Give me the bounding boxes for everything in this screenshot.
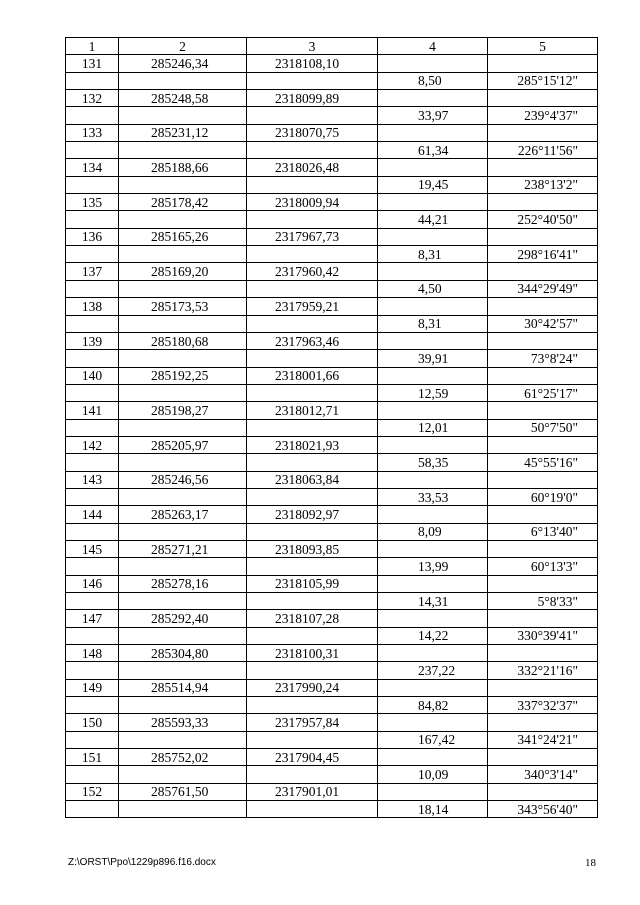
distance-cell: 44,21 <box>378 211 488 228</box>
point-number-cell: 131 <box>66 55 119 72</box>
y-coordinate-cell: 2317901,01 <box>247 783 378 800</box>
y-coordinate-cell: 2318108,10 <box>247 55 378 72</box>
point-number-cell <box>66 488 119 505</box>
distance-cell: 13,99 <box>378 558 488 575</box>
x-coordinate-cell: 285246,34 <box>119 55 247 72</box>
point-number-cell <box>66 72 119 89</box>
bearing-cell <box>488 540 598 557</box>
bearing-cell <box>488 679 598 696</box>
x-coordinate-cell <box>119 488 247 505</box>
y-coordinate-cell <box>247 280 378 297</box>
point-number-cell <box>66 731 119 748</box>
point-number-cell: 141 <box>66 402 119 419</box>
distance-cell: 8,31 <box>378 246 488 263</box>
bearing-cell: 285°15'12" <box>488 72 598 89</box>
bearing-cell <box>488 402 598 419</box>
point-number-cell <box>66 523 119 540</box>
distance-cell: 39,91 <box>378 350 488 367</box>
table-row <box>66 211 598 228</box>
table-row <box>66 384 598 401</box>
point-number-cell <box>66 211 119 228</box>
distance-cell <box>378 506 488 523</box>
y-coordinate-cell <box>247 350 378 367</box>
y-coordinate-cell: 2318105,99 <box>247 575 378 592</box>
table-row <box>66 315 598 332</box>
x-coordinate-cell <box>119 280 247 297</box>
y-coordinate-cell: 2318099,89 <box>247 90 378 107</box>
bearing-cell <box>488 506 598 523</box>
bearing-cell: 239°4'37" <box>488 107 598 124</box>
x-coordinate-cell: 285263,17 <box>119 506 247 523</box>
bearing-cell <box>488 332 598 349</box>
bearing-cell: 61°25'17" <box>488 384 598 401</box>
point-number-cell: 149 <box>66 679 119 696</box>
x-coordinate-cell: 285231,12 <box>119 124 247 141</box>
table-row <box>66 783 598 800</box>
x-coordinate-cell: 285246,56 <box>119 471 247 488</box>
x-coordinate-cell <box>119 419 247 436</box>
point-number-cell <box>66 766 119 783</box>
distance-cell <box>378 540 488 557</box>
x-coordinate-cell: 285752,02 <box>119 749 247 766</box>
distance-cell: 8,50 <box>378 72 488 89</box>
table-row <box>66 454 598 471</box>
y-coordinate-cell: 2318026,48 <box>247 159 378 176</box>
distance-cell: 33,53 <box>378 488 488 505</box>
distance-cell <box>378 402 488 419</box>
x-coordinate-cell: 285248,58 <box>119 90 247 107</box>
y-coordinate-cell <box>247 662 378 679</box>
bearing-cell <box>488 90 598 107</box>
table-row <box>66 575 598 592</box>
y-coordinate-cell <box>247 384 378 401</box>
bearing-cell: 343°56'40" <box>488 801 598 818</box>
distance-cell: 14,22 <box>378 627 488 644</box>
point-number-cell: 142 <box>66 436 119 453</box>
table-row <box>66 124 598 141</box>
distance-cell: 8,09 <box>378 523 488 540</box>
y-coordinate-cell: 2318070,75 <box>247 124 378 141</box>
point-number-cell: 146 <box>66 575 119 592</box>
bearing-cell <box>488 471 598 488</box>
bearing-cell: 30°42'57" <box>488 315 598 332</box>
y-coordinate-cell: 2317963,46 <box>247 332 378 349</box>
x-coordinate-cell <box>119 454 247 471</box>
x-coordinate-cell <box>119 384 247 401</box>
x-coordinate-cell <box>119 142 247 159</box>
distance-cell <box>378 749 488 766</box>
distance-cell: 84,82 <box>378 697 488 714</box>
y-coordinate-cell <box>247 72 378 89</box>
footer-page-number: 18 <box>585 857 596 869</box>
y-coordinate-cell: 2318107,28 <box>247 610 378 627</box>
x-coordinate-cell: 285514,94 <box>119 679 247 696</box>
x-coordinate-cell <box>119 107 247 124</box>
y-coordinate-cell: 2318012,71 <box>247 402 378 419</box>
y-coordinate-cell <box>247 766 378 783</box>
y-coordinate-cell <box>247 419 378 436</box>
x-coordinate-cell: 285192,25 <box>119 367 247 384</box>
y-coordinate-cell <box>247 523 378 540</box>
x-coordinate-cell <box>119 627 247 644</box>
distance-cell <box>378 367 488 384</box>
table-row <box>66 766 598 783</box>
bearing-cell: 298°16'41" <box>488 246 598 263</box>
y-coordinate-cell <box>247 142 378 159</box>
y-coordinate-cell <box>247 246 378 263</box>
table-row <box>66 645 598 662</box>
distance-cell: 12,59 <box>378 384 488 401</box>
table-row <box>66 228 598 245</box>
point-number-cell: 152 <box>66 783 119 800</box>
x-coordinate-cell <box>119 801 247 818</box>
point-number-cell <box>66 662 119 679</box>
table-row <box>66 90 598 107</box>
point-number-cell <box>66 627 119 644</box>
footer-file-path: Z:\ORST\Ppo\1229p896.f16.docx <box>68 857 216 868</box>
x-coordinate-cell <box>119 731 247 748</box>
point-number-cell <box>66 280 119 297</box>
y-coordinate-cell: 2317967,73 <box>247 228 378 245</box>
header-cell-1: 1 <box>66 38 119 55</box>
point-number-cell <box>66 384 119 401</box>
y-coordinate-cell: 2317960,42 <box>247 263 378 280</box>
point-number-cell <box>66 107 119 124</box>
bearing-cell: 337°32'37" <box>488 697 598 714</box>
bearing-cell: 332°21'16" <box>488 662 598 679</box>
distance-cell: 61,34 <box>378 142 488 159</box>
x-coordinate-cell: 285173,53 <box>119 298 247 315</box>
bearing-cell <box>488 575 598 592</box>
y-coordinate-cell: 2317904,45 <box>247 749 378 766</box>
y-coordinate-cell <box>247 731 378 748</box>
table-row <box>66 540 598 557</box>
distance-cell: 18,14 <box>378 801 488 818</box>
table-row <box>66 298 598 315</box>
distance-cell <box>378 159 488 176</box>
table-row <box>66 142 598 159</box>
y-coordinate-cell <box>247 801 378 818</box>
y-coordinate-cell: 2317990,24 <box>247 679 378 696</box>
distance-cell: 58,35 <box>378 454 488 471</box>
x-coordinate-cell <box>119 72 247 89</box>
bearing-cell: 252°40'50" <box>488 211 598 228</box>
bearing-cell <box>488 228 598 245</box>
distance-cell <box>378 298 488 315</box>
table-row <box>66 662 598 679</box>
table-row <box>66 610 598 627</box>
x-coordinate-cell: 285169,20 <box>119 263 247 280</box>
table-header-row <box>66 38 598 55</box>
bearing-cell: 330°39'41" <box>488 627 598 644</box>
x-coordinate-cell: 285198,27 <box>119 402 247 419</box>
point-number-cell: 132 <box>66 90 119 107</box>
point-number-cell: 139 <box>66 332 119 349</box>
table-row <box>66 194 598 211</box>
distance-cell <box>378 645 488 662</box>
x-coordinate-cell <box>119 766 247 783</box>
bearing-cell <box>488 159 598 176</box>
distance-cell <box>378 714 488 731</box>
distance-cell: 33,97 <box>378 107 488 124</box>
bearing-cell <box>488 194 598 211</box>
table-row <box>66 749 598 766</box>
x-coordinate-cell <box>119 558 247 575</box>
distance-cell <box>378 90 488 107</box>
x-coordinate-cell <box>119 176 247 193</box>
x-coordinate-cell <box>119 593 247 610</box>
distance-cell <box>378 610 488 627</box>
table-row <box>66 697 598 714</box>
distance-cell <box>378 55 488 72</box>
bearing-cell <box>488 610 598 627</box>
x-coordinate-cell <box>119 662 247 679</box>
bearing-cell <box>488 749 598 766</box>
point-number-cell <box>66 558 119 575</box>
table-row <box>66 593 598 610</box>
distance-cell <box>378 679 488 696</box>
bearing-cell: 238°13'2" <box>488 176 598 193</box>
point-number-cell: 151 <box>66 749 119 766</box>
distance-cell <box>378 124 488 141</box>
y-coordinate-cell: 2318092,97 <box>247 506 378 523</box>
y-coordinate-cell <box>247 697 378 714</box>
header-cell-2: 2 <box>119 38 247 55</box>
x-coordinate-cell: 285304,80 <box>119 645 247 662</box>
bearing-cell <box>488 436 598 453</box>
table-row <box>66 280 598 297</box>
bearing-cell: 45°55'16" <box>488 454 598 471</box>
bearing-cell <box>488 714 598 731</box>
table-row <box>66 419 598 436</box>
y-coordinate-cell: 2318093,85 <box>247 540 378 557</box>
table-row <box>66 471 598 488</box>
table-row <box>66 714 598 731</box>
table-row <box>66 367 598 384</box>
bearing-cell <box>488 298 598 315</box>
x-coordinate-cell: 285278,16 <box>119 575 247 592</box>
x-coordinate-cell <box>119 697 247 714</box>
x-coordinate-cell: 285165,26 <box>119 228 247 245</box>
distance-cell: 12,01 <box>378 419 488 436</box>
x-coordinate-cell <box>119 350 247 367</box>
bearing-cell: 6°13'40" <box>488 523 598 540</box>
distance-cell <box>378 471 488 488</box>
point-number-cell: 140 <box>66 367 119 384</box>
point-number-cell: 138 <box>66 298 119 315</box>
bearing-cell: 60°19'0" <box>488 488 598 505</box>
bearing-cell: 5°8'33" <box>488 593 598 610</box>
point-number-cell: 137 <box>66 263 119 280</box>
table-row <box>66 679 598 696</box>
point-number-cell <box>66 350 119 367</box>
bearing-cell <box>488 645 598 662</box>
bearing-cell <box>488 55 598 72</box>
bearing-cell: 50°7'50" <box>488 419 598 436</box>
x-coordinate-cell <box>119 315 247 332</box>
y-coordinate-cell <box>247 211 378 228</box>
point-number-cell <box>66 176 119 193</box>
y-coordinate-cell <box>247 107 378 124</box>
x-coordinate-cell: 285271,21 <box>119 540 247 557</box>
point-number-cell <box>66 593 119 610</box>
table-row <box>66 402 598 419</box>
point-number-cell: 135 <box>66 194 119 211</box>
distance-cell <box>378 436 488 453</box>
point-number-cell: 145 <box>66 540 119 557</box>
bearing-cell: 341°24'21" <box>488 731 598 748</box>
point-number-cell <box>66 697 119 714</box>
y-coordinate-cell: 2318100,31 <box>247 645 378 662</box>
y-coordinate-cell <box>247 488 378 505</box>
distance-cell <box>378 228 488 245</box>
y-coordinate-cell <box>247 593 378 610</box>
table-row <box>66 558 598 575</box>
table-row <box>66 436 598 453</box>
x-coordinate-cell <box>119 246 247 263</box>
table-row <box>66 55 598 72</box>
x-coordinate-cell: 285205,97 <box>119 436 247 453</box>
bearing-cell: 226°11'56" <box>488 142 598 159</box>
header-cell-3: 3 <box>247 38 378 55</box>
bearing-cell <box>488 263 598 280</box>
y-coordinate-cell <box>247 627 378 644</box>
table-row <box>66 350 598 367</box>
y-coordinate-cell: 2318021,93 <box>247 436 378 453</box>
bearing-cell: 344°29'49" <box>488 280 598 297</box>
y-coordinate-cell: 2317957,84 <box>247 714 378 731</box>
point-number-cell: 147 <box>66 610 119 627</box>
point-number-cell <box>66 142 119 159</box>
distance-cell <box>378 263 488 280</box>
distance-cell: 14,31 <box>378 593 488 610</box>
distance-cell <box>378 332 488 349</box>
bearing-cell <box>488 783 598 800</box>
point-number-cell <box>66 315 119 332</box>
y-coordinate-cell <box>247 315 378 332</box>
point-number-cell <box>66 801 119 818</box>
point-number-cell: 134 <box>66 159 119 176</box>
distance-cell <box>378 783 488 800</box>
x-coordinate-cell: 285292,40 <box>119 610 247 627</box>
table-row <box>66 627 598 644</box>
y-coordinate-cell: 2318009,94 <box>247 194 378 211</box>
distance-cell: 4,50 <box>378 280 488 297</box>
distance-cell <box>378 575 488 592</box>
header-cell-5: 5 <box>488 38 598 55</box>
bearing-cell: 73°8'24" <box>488 350 598 367</box>
point-number-cell: 143 <box>66 471 119 488</box>
y-coordinate-cell <box>247 558 378 575</box>
table-row <box>66 176 598 193</box>
distance-cell: 8,31 <box>378 315 488 332</box>
header-cell-4: 4 <box>378 38 488 55</box>
y-coordinate-cell: 2318001,66 <box>247 367 378 384</box>
table-row <box>66 488 598 505</box>
x-coordinate-cell <box>119 523 247 540</box>
distance-cell: 167,42 <box>378 731 488 748</box>
table-row <box>66 506 598 523</box>
bearing-cell <box>488 367 598 384</box>
x-coordinate-cell: 285593,33 <box>119 714 247 731</box>
x-coordinate-cell: 285178,42 <box>119 194 247 211</box>
table-row <box>66 523 598 540</box>
point-number-cell: 133 <box>66 124 119 141</box>
bearing-cell: 60°13'3" <box>488 558 598 575</box>
distance-cell: 19,45 <box>378 176 488 193</box>
y-coordinate-cell <box>247 454 378 471</box>
x-coordinate-cell: 285188,66 <box>119 159 247 176</box>
point-number-cell <box>66 419 119 436</box>
point-number-cell: 150 <box>66 714 119 731</box>
distance-cell: 10,09 <box>378 766 488 783</box>
coordinates-table <box>65 37 598 818</box>
table-row <box>66 72 598 89</box>
point-number-cell <box>66 246 119 263</box>
y-coordinate-cell: 2317959,21 <box>247 298 378 315</box>
table-row <box>66 263 598 280</box>
x-coordinate-cell <box>119 211 247 228</box>
x-coordinate-cell: 285761,50 <box>119 783 247 800</box>
y-coordinate-cell <box>247 176 378 193</box>
table-row <box>66 731 598 748</box>
table-row <box>66 332 598 349</box>
coordinates-table-body <box>66 38 598 818</box>
bearing-cell: 340°3'14" <box>488 766 598 783</box>
table-row <box>66 107 598 124</box>
x-coordinate-cell: 285180,68 <box>119 332 247 349</box>
table-row <box>66 159 598 176</box>
table-row <box>66 801 598 818</box>
point-number-cell <box>66 454 119 471</box>
table-row <box>66 246 598 263</box>
bearing-cell <box>488 124 598 141</box>
y-coordinate-cell: 2318063,84 <box>247 471 378 488</box>
point-number-cell: 148 <box>66 645 119 662</box>
point-number-cell: 136 <box>66 228 119 245</box>
distance-cell <box>378 194 488 211</box>
distance-cell: 237,22 <box>378 662 488 679</box>
point-number-cell: 144 <box>66 506 119 523</box>
